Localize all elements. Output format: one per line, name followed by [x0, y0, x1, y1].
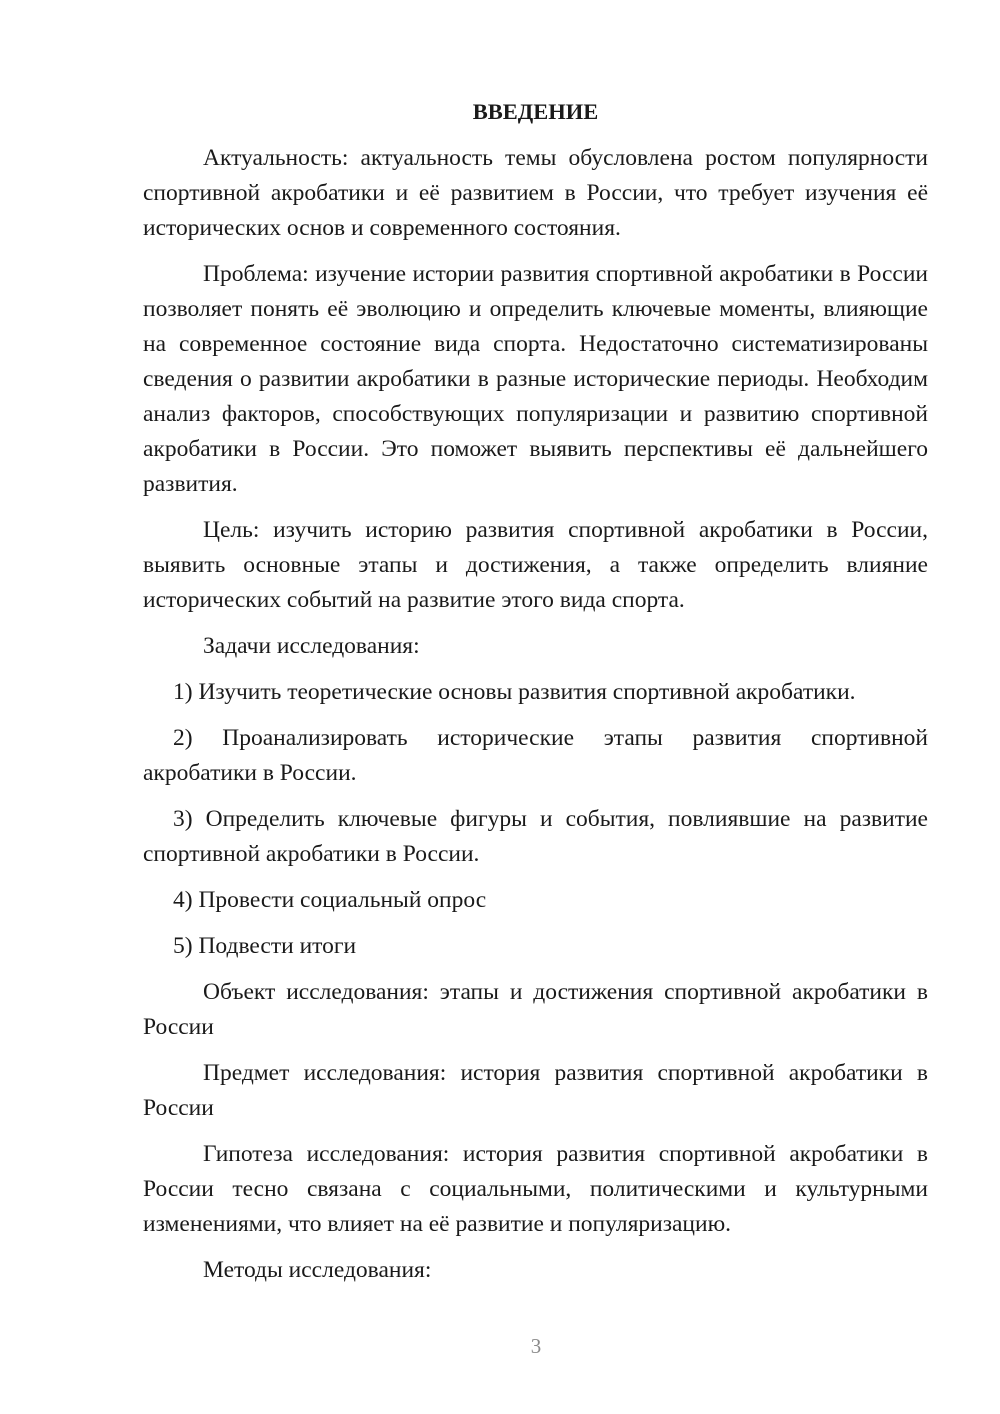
paragraph-methods: Методы исследования: — [203, 1257, 432, 1283]
list-item-task-1: 1) Изучить теоретические основы развития спортивной акробатики. — [173, 679, 856, 705]
paragraph-goal: Цель: изучить историю развития спортивной акробатики в России, выявить основные этапы и достижения, а также определить влияние исторических событий на развитие этого вида спорта. — [143, 517, 928, 613]
list-item-task-5: 5) Подвести итоги — [173, 933, 357, 959]
list-item-task-2: 2) Проанализировать исторические этапы развития спортивной акробатики в России. — [143, 725, 928, 786]
paragraph-subject: Предмет исследования: история развития спортивной акробатики в России — [143, 1060, 928, 1121]
page-number: 3 — [530, 1334, 542, 1358]
list-item-task-4: 4) Провести социальный опрос — [173, 887, 487, 913]
paragraph-hypothesis: Гипотеза исследования: история развития спортивной акробатики в России тесно связана с социальными, политическими и культурными изменениями, что влияет на её развитие и популяризацию. — [143, 1141, 928, 1237]
paragraph-relevance: Актуальность: актуальность темы обусловлена ростом популярности спортивной акробатики и её развитием в России, что требует изучения её исторических основ и современного состояния. — [143, 145, 928, 241]
paragraph-tasks-heading: Задачи исследования: — [203, 633, 420, 659]
paragraph-problem: Проблема: изучение истории развития спортивной акробатики в России позволяет понять её эволюцию и определить ключевые моменты, влияющие на современное состояние вида спорта. Недостаточно систематизированы сведения о развитии акробатики в разные исторические периоды. Необходим анализ факторов, способствующих популяризации и развитию спортивной акробатики в России. Это поможет выявить перспективы её дальнейшего развития. — [143, 261, 928, 497]
document-page — [143, 94, 928, 1288]
list-item-task-3: 3) Определить ключевые фигуры и события, повлиявшие на развитие спортивной акробатики в России. — [143, 806, 928, 867]
page-title: ВВЕДЕНИЕ — [472, 99, 599, 124]
paragraph-object: Объект исследования: этапы и достижения спортивной акробатики в России — [143, 979, 928, 1040]
